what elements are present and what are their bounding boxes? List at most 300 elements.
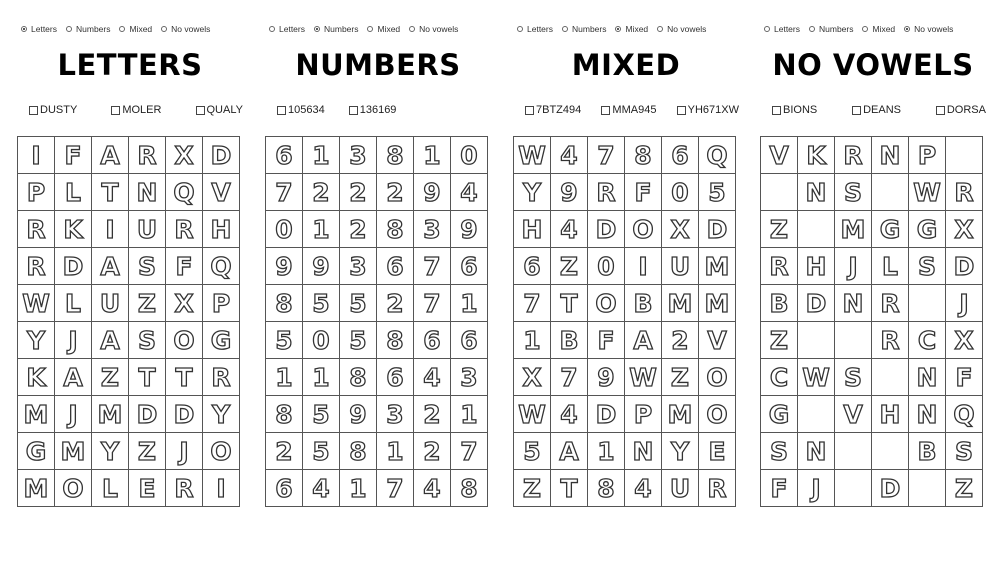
grid-cell[interactable]: 2	[377, 174, 414, 211]
grid-cell[interactable]: 8	[625, 137, 662, 174]
grid-cell[interactable]: 8	[340, 359, 377, 396]
word-checkbox[interactable]	[936, 106, 945, 115]
grid-cell[interactable]: T	[551, 470, 588, 507]
grid-cell[interactable]: A	[625, 322, 662, 359]
grid-cell[interactable]: O	[203, 433, 240, 470]
grid-cell[interactable]: 8	[377, 137, 414, 174]
grid-cell[interactable]: N	[872, 137, 909, 174]
radio-unselected-icon[interactable]	[66, 26, 72, 32]
grid-cell[interactable]: R	[203, 359, 240, 396]
grid-cell[interactable]	[946, 137, 983, 174]
grid-cell[interactable]: C	[909, 322, 946, 359]
word-checkbox[interactable]	[601, 106, 610, 115]
grid-cell[interactable]: M	[18, 470, 55, 507]
grid-cell[interactable]: W	[514, 137, 551, 174]
grid-cell[interactable]: N	[909, 396, 946, 433]
word-checkbox[interactable]	[525, 106, 534, 115]
grid-cell[interactable]: Z	[129, 433, 166, 470]
radio-unselected-icon[interactable]	[119, 26, 125, 32]
grid-cell[interactable]: 9	[414, 174, 451, 211]
grid-cell[interactable]: D	[129, 396, 166, 433]
grid-cell[interactable]: A	[92, 137, 129, 174]
grid-cell[interactable]: K	[798, 137, 835, 174]
grid-cell[interactable]: K	[55, 211, 92, 248]
radio-no-vowels[interactable]	[904, 24, 953, 34]
grid-cell[interactable]: 1	[303, 137, 340, 174]
radio-letters[interactable]	[764, 24, 800, 34]
grid-cell[interactable]	[872, 359, 909, 396]
grid-cell[interactable]: S	[129, 322, 166, 359]
grid-cell[interactable]: X	[946, 322, 983, 359]
grid-cell[interactable]	[761, 174, 798, 211]
radio-selected-icon[interactable]	[314, 26, 320, 32]
grid-cell[interactable]: 6	[514, 248, 551, 285]
grid-cell[interactable]: R	[946, 174, 983, 211]
radio-label: Numbers	[324, 24, 359, 34]
grid-cell[interactable]: I	[203, 470, 240, 507]
grid-cell[interactable]: Z	[662, 359, 699, 396]
radio-mixed[interactable]	[367, 24, 400, 34]
grid-cell[interactable]: Y	[662, 433, 699, 470]
grid-cell[interactable]: D	[798, 285, 835, 322]
grid-cell[interactable]: J	[798, 470, 835, 507]
grid-cell[interactable]: Q	[166, 174, 203, 211]
grid-cell[interactable]: F	[55, 137, 92, 174]
radio-unselected-icon[interactable]	[657, 26, 663, 32]
grid-cell[interactable]: 5	[266, 322, 303, 359]
grid-cell[interactable]: 4	[551, 396, 588, 433]
grid-cell[interactable]: P	[203, 285, 240, 322]
grid-cell[interactable]: N	[909, 359, 946, 396]
grid-cell[interactable]: 7	[377, 470, 414, 507]
radio-no-vowels[interactable]	[657, 24, 706, 34]
grid-cell[interactable]: F	[946, 359, 983, 396]
word-item[interactable]	[196, 104, 243, 116]
grid-cell[interactable]: H	[203, 211, 240, 248]
grid-cell[interactable]: U	[662, 248, 699, 285]
grid-cell[interactable]: 2	[340, 211, 377, 248]
grid-cell[interactable]: 6	[266, 137, 303, 174]
grid-cell[interactable]: 5	[303, 285, 340, 322]
grid-cell[interactable]: S	[909, 248, 946, 285]
grid-cell[interactable]	[872, 433, 909, 470]
word-checkbox[interactable]	[29, 106, 38, 115]
grid-cell[interactable]: 4	[625, 470, 662, 507]
grid-cell[interactable]: W	[625, 359, 662, 396]
grid-cell[interactable]: Z	[92, 359, 129, 396]
grid-cell[interactable]: O	[699, 359, 736, 396]
grid-cell[interactable]: 6	[451, 322, 488, 359]
grid-cell[interactable]: X	[514, 359, 551, 396]
grid-cell[interactable]: D	[699, 211, 736, 248]
grid-cell[interactable]: 3	[414, 211, 451, 248]
grid-cell[interactable]: 3	[377, 396, 414, 433]
word-list	[29, 104, 243, 116]
grid-cell[interactable]: D	[946, 248, 983, 285]
word-checkbox[interactable]	[772, 106, 781, 115]
grid-cell[interactable]: F	[625, 174, 662, 211]
grid-cell[interactable]: 5	[514, 433, 551, 470]
grid-cell[interactable]: 6	[662, 137, 699, 174]
radio-numbers[interactable]	[809, 24, 853, 34]
grid-cell[interactable]: 8	[377, 211, 414, 248]
grid-cell[interactable]: R	[699, 470, 736, 507]
grid-cell[interactable]: L	[55, 174, 92, 211]
grid-cell[interactable]: N	[625, 433, 662, 470]
radio-unselected-icon[interactable]	[269, 26, 275, 32]
grid-cell[interactable]: Q	[699, 137, 736, 174]
grid-cell[interactable]: O	[625, 211, 662, 248]
grid-cell[interactable]: 0	[588, 248, 625, 285]
grid-cell[interactable]: M	[662, 396, 699, 433]
grid-cell[interactable]: 2	[414, 396, 451, 433]
word-item[interactable]	[936, 104, 986, 116]
radio-no-vowels[interactable]	[161, 24, 210, 34]
grid-cell[interactable]: J	[166, 433, 203, 470]
grid-cell[interactable]: P	[18, 174, 55, 211]
grid-cell[interactable]: R	[835, 137, 872, 174]
grid-cell[interactable]: 5	[303, 433, 340, 470]
grid-cell[interactable]: W	[798, 359, 835, 396]
grid-cell[interactable]: B	[625, 285, 662, 322]
grid-cell[interactable]: V	[203, 174, 240, 211]
grid-cell[interactable]: 7	[451, 433, 488, 470]
radio-letters[interactable]	[21, 24, 57, 34]
word-checkbox[interactable]	[196, 106, 205, 115]
grid-cell[interactable]: 0	[266, 211, 303, 248]
grid-cell[interactable]: T	[551, 285, 588, 322]
grid-cell[interactable]: S	[835, 174, 872, 211]
grid-cell[interactable]: Q	[203, 248, 240, 285]
radio-letters[interactable]	[517, 24, 553, 34]
grid-cell[interactable]: I	[625, 248, 662, 285]
grid-cell[interactable]: A	[55, 359, 92, 396]
grid-cell[interactable]: 1	[414, 137, 451, 174]
word-item[interactable]	[852, 104, 901, 116]
grid-cell[interactable]: J	[946, 285, 983, 322]
grid-cell[interactable]: 5	[303, 396, 340, 433]
grid-cell[interactable]: 7	[551, 359, 588, 396]
grid-cell[interactable]: R	[129, 137, 166, 174]
grid-cell[interactable]	[798, 322, 835, 359]
grid-cell[interactable]	[798, 211, 835, 248]
radio-unselected-icon[interactable]	[562, 26, 568, 32]
word-item[interactable]	[29, 104, 77, 116]
grid-cell[interactable]: 7	[266, 174, 303, 211]
grid-cell[interactable]: N	[798, 433, 835, 470]
grid-cell[interactable]: J	[835, 248, 872, 285]
grid-cell[interactable]: R	[872, 285, 909, 322]
grid-cell[interactable]: B	[761, 285, 798, 322]
grid-cell[interactable]: 1	[303, 359, 340, 396]
radio-unselected-icon[interactable]	[517, 26, 523, 32]
grid-cell[interactable]: R	[588, 174, 625, 211]
grid-cell[interactable]: Y	[514, 174, 551, 211]
grid-cell[interactable]: U	[92, 285, 129, 322]
grid-cell[interactable]: Y	[92, 433, 129, 470]
grid-cell[interactable]: A	[92, 322, 129, 359]
grid-cell[interactable]: R	[18, 211, 55, 248]
grid-cell[interactable]: 1	[588, 433, 625, 470]
grid-cell[interactable]: 1	[514, 322, 551, 359]
grid-cell[interactable]: 1	[266, 359, 303, 396]
grid-cell[interactable]: U	[129, 211, 166, 248]
radio-selected-icon[interactable]	[615, 26, 621, 32]
grid-cell[interactable]: T	[129, 359, 166, 396]
grid-cell[interactable]: 6	[414, 322, 451, 359]
grid-cell[interactable]	[909, 470, 946, 507]
grid-cell[interactable]: 0	[451, 137, 488, 174]
puzzle-title: NUMBERS	[295, 48, 461, 82]
radio-numbers[interactable]	[66, 24, 110, 34]
grid-cell[interactable]: H	[798, 248, 835, 285]
grid-cell[interactable]: O	[55, 470, 92, 507]
grid-cell[interactable]: A	[92, 248, 129, 285]
grid-cell[interactable]: T	[166, 359, 203, 396]
grid-cell[interactable]: 2	[377, 285, 414, 322]
grid-cell[interactable]: D	[872, 470, 909, 507]
word-item[interactable]	[277, 104, 325, 116]
grid-cell[interactable]: V	[699, 322, 736, 359]
grid-cell[interactable]: L	[55, 285, 92, 322]
grid-cell[interactable]: 6	[266, 470, 303, 507]
grid-cell[interactable]: J	[55, 322, 92, 359]
grid-cell[interactable]: D	[203, 137, 240, 174]
grid-cell[interactable]: 9	[551, 174, 588, 211]
grid-cell[interactable]: L	[872, 248, 909, 285]
grid-cell[interactable]: 0	[662, 174, 699, 211]
grid-cell[interactable]	[835, 433, 872, 470]
grid-cell[interactable]: N	[129, 174, 166, 211]
grid-cell[interactable]: J	[55, 396, 92, 433]
grid-cell[interactable]: 2	[340, 174, 377, 211]
grid-cell[interactable]: W	[18, 285, 55, 322]
grid-cell[interactable]: Z	[514, 470, 551, 507]
grid-cell[interactable]: I	[92, 211, 129, 248]
grid-cell[interactable]: D	[588, 211, 625, 248]
grid-cell[interactable]: M	[92, 396, 129, 433]
word-checkbox[interactable]	[111, 106, 120, 115]
word-item[interactable]	[111, 104, 161, 116]
grid-cell[interactable]: 5	[699, 174, 736, 211]
grid-cell[interactable]: 0	[303, 322, 340, 359]
grid-cell[interactable]: E	[129, 470, 166, 507]
grid-cell[interactable]: 3	[451, 359, 488, 396]
grid-cell[interactable]: O	[699, 396, 736, 433]
radio-unselected-icon[interactable]	[409, 26, 415, 32]
grid-cell[interactable]: Z	[761, 211, 798, 248]
grid-cell[interactable]: 4	[303, 470, 340, 507]
grid-cell[interactable]: H	[514, 211, 551, 248]
grid-cell[interactable]: G	[203, 322, 240, 359]
grid-cell[interactable]: 9	[266, 248, 303, 285]
grid-cell[interactable]: R	[166, 470, 203, 507]
grid-cell[interactable]: M	[18, 396, 55, 433]
grid-cell[interactable]: O	[588, 285, 625, 322]
word-item[interactable]	[677, 104, 739, 116]
grid-cell[interactable]	[909, 285, 946, 322]
grid-cell[interactable]: X	[946, 211, 983, 248]
grid-cell[interactable]: Z	[129, 285, 166, 322]
grid-cell[interactable]: S	[761, 433, 798, 470]
grid-cell[interactable]: R	[761, 248, 798, 285]
radio-unselected-icon[interactable]	[161, 26, 167, 32]
grid-cell[interactable]: 7	[414, 285, 451, 322]
grid-cell[interactable]: 2	[662, 322, 699, 359]
grid-cell[interactable]: 9	[303, 248, 340, 285]
grid-cell[interactable]: F	[761, 470, 798, 507]
grid-cell[interactable]: D	[55, 248, 92, 285]
grid-cell[interactable]: 7	[414, 248, 451, 285]
grid-cell[interactable]: N	[798, 174, 835, 211]
grid-cell[interactable]: 4	[414, 470, 451, 507]
word-item[interactable]	[525, 104, 581, 116]
grid-cell[interactable]: B	[909, 433, 946, 470]
radio-unselected-icon[interactable]	[764, 26, 770, 32]
grid-cell[interactable]: 1	[451, 396, 488, 433]
radio-selected-icon[interactable]	[21, 26, 27, 32]
radio-numbers[interactable]	[314, 24, 358, 34]
grid-cell[interactable]: 3	[340, 137, 377, 174]
grid-cell[interactable]: A	[551, 433, 588, 470]
grid-cell[interactable]: O	[166, 322, 203, 359]
grid-cell[interactable]: W	[909, 174, 946, 211]
grid-cell[interactable]: F	[166, 248, 203, 285]
grid-cell[interactable]: 9	[588, 359, 625, 396]
grid-cell[interactable]: G	[18, 433, 55, 470]
grid-cell[interactable]: S	[835, 359, 872, 396]
grid-cell[interactable]: 6	[377, 248, 414, 285]
mode-radio-group	[517, 24, 715, 34]
grid-cell[interactable]: R	[18, 248, 55, 285]
grid-cell[interactable]: P	[909, 137, 946, 174]
grid-cell[interactable]: 8	[451, 470, 488, 507]
grid-cell[interactable]: M	[835, 211, 872, 248]
grid-cell[interactable]: R	[872, 322, 909, 359]
grid-cell[interactable]: K	[18, 359, 55, 396]
grid-cell[interactable]: 8	[266, 285, 303, 322]
grid-cell[interactable]: W	[514, 396, 551, 433]
grid-cell[interactable]: 1	[451, 285, 488, 322]
word-checkbox[interactable]	[677, 106, 686, 115]
radio-selected-icon[interactable]	[904, 26, 910, 32]
radio-unselected-icon[interactable]	[862, 26, 868, 32]
grid-cell[interactable]: R	[166, 211, 203, 248]
radio-mixed[interactable]	[615, 24, 648, 34]
grid-cell[interactable]: Z	[946, 470, 983, 507]
grid-cell[interactable]: 7	[588, 137, 625, 174]
grid-cell[interactable]: 4	[551, 137, 588, 174]
grid-cell[interactable]	[872, 174, 909, 211]
grid-cell[interactable]: S	[946, 433, 983, 470]
grid-cell[interactable]: X	[166, 137, 203, 174]
grid-cell[interactable]: L	[92, 470, 129, 507]
grid-cell[interactable]: 4	[551, 211, 588, 248]
radio-numbers[interactable]	[562, 24, 606, 34]
word-item[interactable]	[772, 104, 817, 116]
grid-cell[interactable]: 5	[340, 285, 377, 322]
grid-cell[interactable]: 9	[451, 211, 488, 248]
radio-mixed[interactable]	[862, 24, 895, 34]
grid-cell[interactable]: G	[909, 211, 946, 248]
grid-cell[interactable]: Q	[946, 396, 983, 433]
word-item[interactable]	[349, 104, 397, 116]
grid-cell[interactable]: 5	[340, 322, 377, 359]
grid-cell[interactable]: C	[761, 359, 798, 396]
grid-cell[interactable]: 7	[514, 285, 551, 322]
radio-no-vowels[interactable]	[409, 24, 458, 34]
mode-radio-group	[269, 24, 467, 34]
radio-label: Mixed	[625, 24, 649, 34]
grid-cell[interactable]: 8	[266, 396, 303, 433]
grid-cell[interactable]: I	[18, 137, 55, 174]
grid-cell[interactable]: Y	[18, 322, 55, 359]
radio-letters[interactable]	[269, 24, 305, 34]
grid-cell[interactable]	[835, 322, 872, 359]
grid-cell[interactable]: 1	[303, 211, 340, 248]
word-checkbox[interactable]	[277, 106, 286, 115]
grid-cell[interactable]: V	[761, 137, 798, 174]
grid-cell[interactable]: 8	[340, 433, 377, 470]
grid-cell[interactable]: D	[166, 396, 203, 433]
radio-unselected-icon[interactable]	[367, 26, 373, 32]
grid-cell[interactable]: X	[662, 211, 699, 248]
grid-cell[interactable]: T	[92, 174, 129, 211]
grid-cell[interactable]: 2	[266, 433, 303, 470]
grid-cell[interactable]: P	[625, 396, 662, 433]
grid-cell[interactable]: M	[699, 248, 736, 285]
grid-cell[interactable]: U	[662, 470, 699, 507]
grid-cell[interactable]: Z	[761, 322, 798, 359]
grid-cell[interactable]: N	[835, 285, 872, 322]
grid-cell[interactable]: Z	[551, 248, 588, 285]
grid-cell[interactable]: 1	[377, 433, 414, 470]
grid-cell[interactable]: 3	[340, 248, 377, 285]
grid-cell[interactable]: D	[588, 396, 625, 433]
grid-cell[interactable]: 8	[377, 322, 414, 359]
grid-cell[interactable]: M	[55, 433, 92, 470]
radio-unselected-icon[interactable]	[809, 26, 815, 32]
radio-mixed[interactable]	[119, 24, 152, 34]
word-checkbox[interactable]	[852, 106, 861, 115]
grid-cell[interactable]: V	[835, 396, 872, 433]
grid-cell[interactable]: 4	[414, 359, 451, 396]
grid-cell[interactable]: 4	[451, 174, 488, 211]
grid-cell[interactable]: 6	[451, 248, 488, 285]
grid-cell[interactable]: 1	[340, 470, 377, 507]
grid-cell[interactable]	[798, 396, 835, 433]
word-item[interactable]	[601, 104, 656, 116]
grid-cell[interactable]	[835, 470, 872, 507]
grid-cell[interactable]: M	[699, 285, 736, 322]
grid-cell[interactable]: 8	[588, 470, 625, 507]
grid-cell[interactable]: Y	[203, 396, 240, 433]
grid-cell[interactable]: 2	[414, 433, 451, 470]
grid-cell[interactable]: 2	[303, 174, 340, 211]
grid-cell[interactable]: X	[166, 285, 203, 322]
grid-cell[interactable]: E	[699, 433, 736, 470]
word-checkbox[interactable]	[349, 106, 358, 115]
grid-cell[interactable]: H	[872, 396, 909, 433]
grid-cell[interactable]: M	[662, 285, 699, 322]
grid-cell[interactable]: 6	[377, 359, 414, 396]
grid-cell[interactable]: B	[551, 322, 588, 359]
grid-cell[interactable]: G	[872, 211, 909, 248]
grid-cell[interactable]: F	[588, 322, 625, 359]
grid-cell[interactable]: G	[761, 396, 798, 433]
grid-cell[interactable]: 9	[340, 396, 377, 433]
grid-cell[interactable]: S	[129, 248, 166, 285]
